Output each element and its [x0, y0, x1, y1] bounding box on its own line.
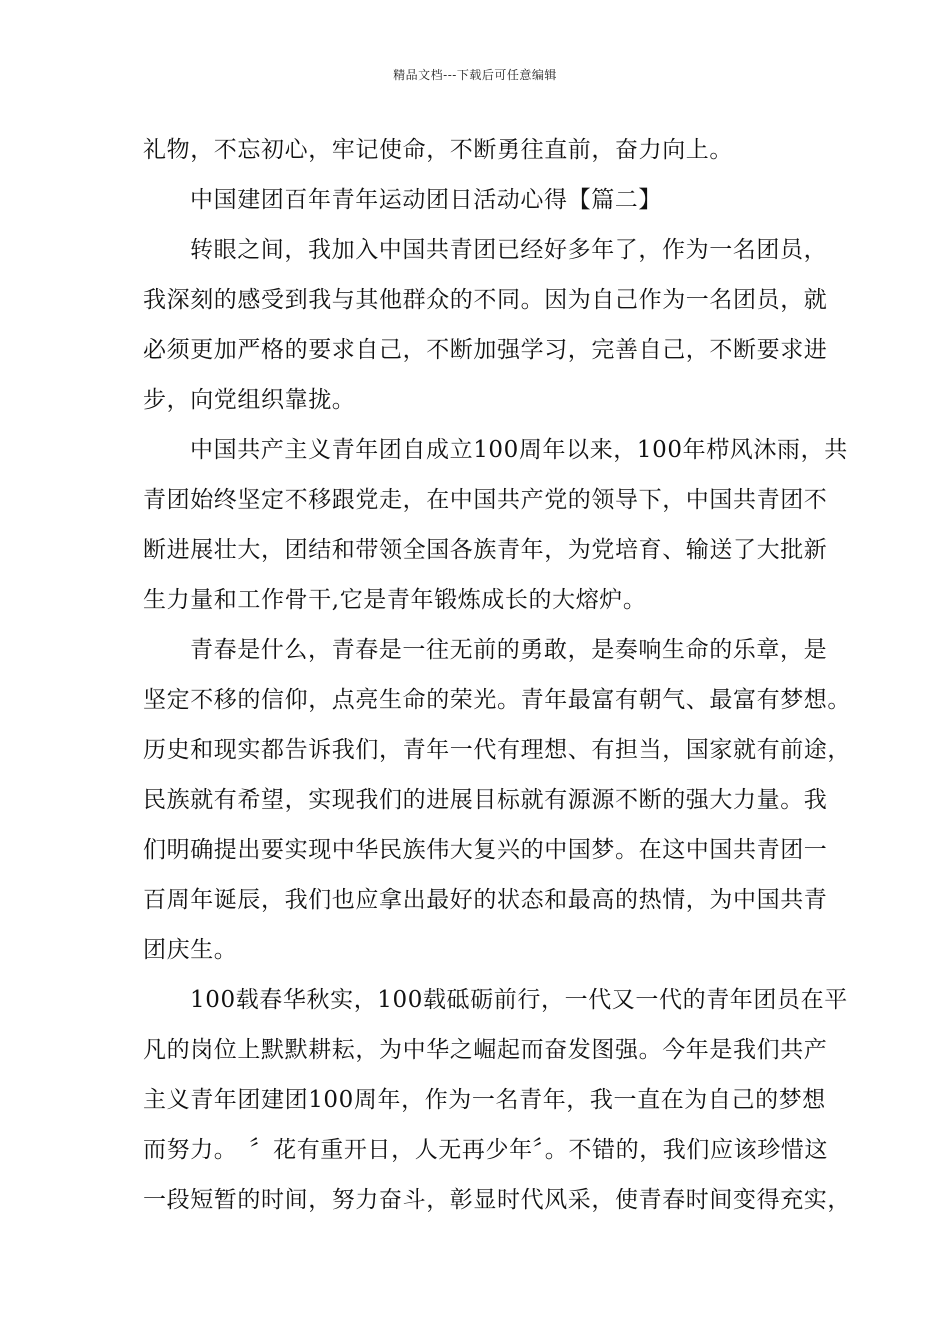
body-line: 必须更加严格的要求自己，不断加强学习，完善自己，不断要求进: [143, 337, 828, 363]
body-line: 而努力。 〞花有重开日，人无再少年〞。不错的，我们应该珍惜这: [143, 1137, 828, 1163]
page-header: 精品文档---下载后可任意编辑: [393, 68, 557, 82]
body-line: 中国共产主义青年团自成立100周年以来，100年栉风沐雨，共: [190, 437, 848, 463]
body-line: 转眼之间，我加入中国共青团已经好多年了，作为一名团员，: [190, 237, 828, 263]
body-line: 百周年诞辰，我们也应拿出最好的状态和最高的热情，为中国共青: [143, 887, 828, 913]
body-line: 步，向党组织靠拢。: [143, 387, 356, 413]
body-line: 一段短暂的时间，努力奋斗，彰显时代风采，使青春时间变得充实，: [143, 1187, 851, 1213]
body-line: 主义青年团建团100周年，作为一名青年，我一直在为自己的梦想: [143, 1087, 826, 1113]
body-line: 青团始终坚定不移跟党走，在中国共产党的领导下，中国共青团不: [143, 487, 828, 513]
body-line: 礼物，不忘初心，牢记使命，不断勇往直前，奋力向上。: [143, 137, 733, 163]
body-line: 青春是什么，青春是一往无前的勇敢，是奏响生命的乐章，是: [190, 637, 828, 663]
section-heading: 中国建团百年青年运动团日活动心得【篇二】: [190, 187, 662, 213]
body-line: 坚定不移的信仰，点亮生命的荣光。青年最富有朝气、最富有梦想。: [143, 687, 851, 713]
body-line: 团庆生。: [143, 937, 238, 963]
body-line: 100载春华秋实，100载砥砺前行，一代又一代的青年团员在平: [190, 987, 848, 1013]
body-line: 历史和现实都告诉我们，青年一代有理想、有担当，国家就有前途，: [143, 737, 851, 763]
body-line: 断进展壮大，团结和带领全国各族青年，为党培育、输送了大批新: [143, 537, 828, 563]
body-line: 民族就有希望，实现我们的进展目标就有源源不断的强大力量。我: [143, 787, 828, 813]
body-line: 生力量和工作骨干,它是青年锻炼成长的大熔炉。: [143, 587, 647, 613]
body-line: 凡的岗位上默默耕耘，为中华之崛起而奋发图强。今年是我们共产: [143, 1037, 828, 1063]
body-line: 们明确提出要实现中华民族伟大复兴的中国梦。在这中国共青团一: [143, 837, 828, 863]
body-line: 我深刻的感受到我与其他群众的不同。因为自己作为一名团员，就: [143, 287, 828, 313]
